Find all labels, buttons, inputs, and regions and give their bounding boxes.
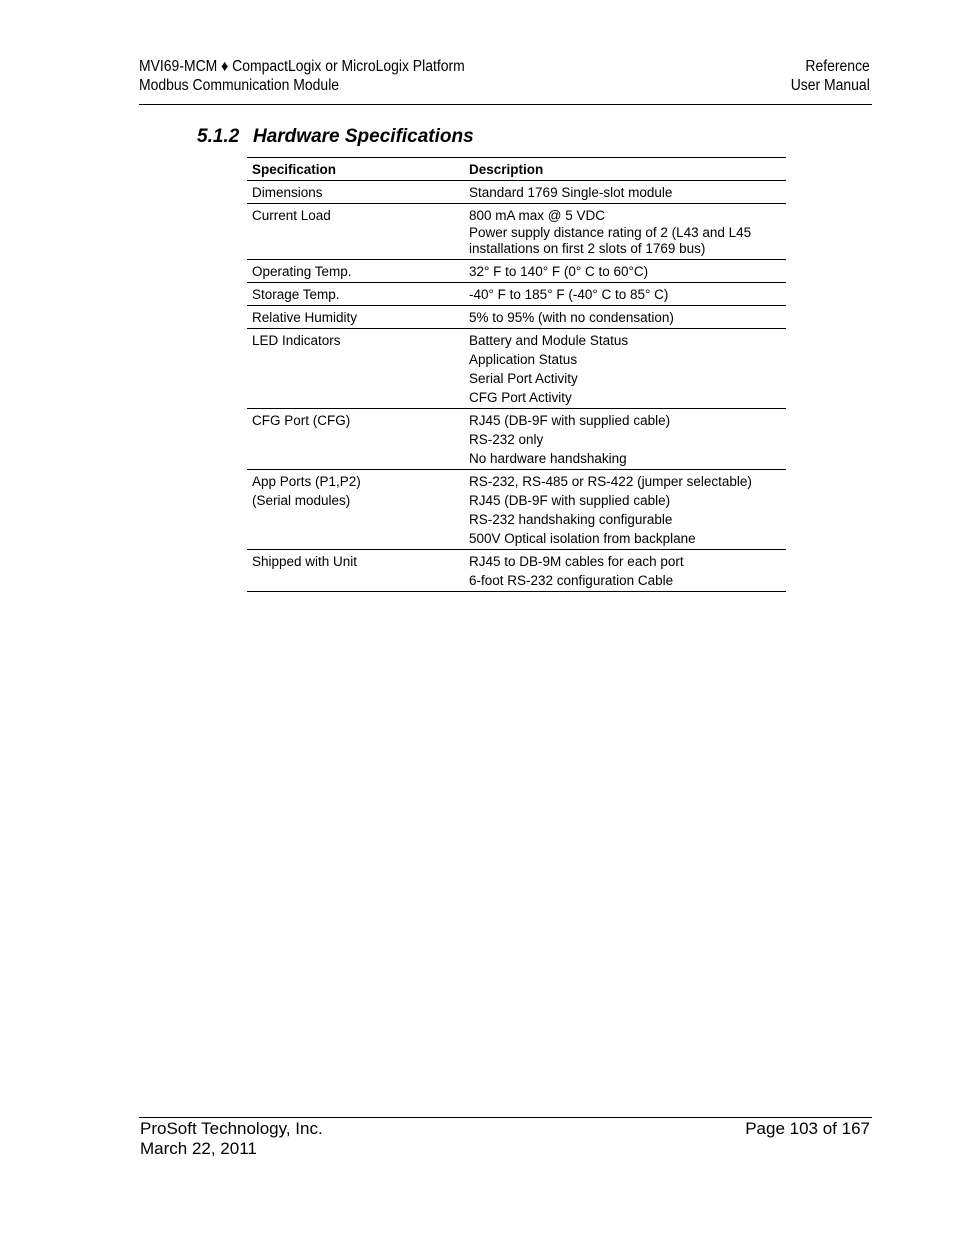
footer-date: March 22, 2011 bbox=[140, 1139, 257, 1158]
description-text: Serial Port Activity bbox=[469, 371, 578, 386]
description-text: RJ45 (DB-9F with supplied cable) bbox=[469, 413, 671, 428]
description-cell bbox=[464, 181, 786, 204]
footer-company: ProSoft Technology, Inc. bbox=[140, 1119, 323, 1138]
description-cell bbox=[464, 550, 786, 592]
description-text: 6-foot RS-232 configuration Cable bbox=[469, 573, 674, 588]
description-cell bbox=[464, 409, 786, 470]
spec-text: Shipped with Unit bbox=[252, 554, 358, 569]
description-text: RS-232, RS-485 or RS-422 (jumper selectable) bbox=[469, 474, 752, 489]
header-product-title: MVI69-MCM ♦ CompactLogix or MicroLogix Platform bbox=[139, 58, 465, 75]
description-cell bbox=[464, 283, 786, 306]
spec-cell bbox=[247, 283, 464, 306]
footer-left bbox=[140, 1119, 323, 1159]
table-row bbox=[247, 409, 786, 470]
table-row bbox=[247, 283, 786, 306]
spec-cell bbox=[247, 470, 464, 550]
spec-text: LED Indicators bbox=[252, 333, 341, 348]
description-text: 5% to 95% (with no condensation) bbox=[469, 310, 674, 325]
header-doc-type: User Manual bbox=[790, 77, 870, 94]
spec-text: CFG Port (CFG) bbox=[252, 413, 351, 428]
table-row bbox=[247, 306, 786, 329]
description-cell bbox=[464, 329, 786, 409]
description-text: RJ45 to DB-9M cables for each port bbox=[469, 554, 684, 569]
spec-cell bbox=[247, 204, 464, 260]
header-divider bbox=[139, 104, 872, 105]
description-text: -40° F to 185° F (-40° C to 85° C) bbox=[469, 287, 669, 302]
table-row bbox=[247, 550, 786, 592]
section-title: Hardware Specifications bbox=[253, 126, 474, 147]
table-header-row bbox=[247, 158, 786, 181]
description-text: RS-232 only bbox=[469, 432, 544, 447]
footer-divider bbox=[139, 1117, 872, 1118]
column-header-specification: Specification bbox=[247, 158, 464, 181]
spec-cell bbox=[247, 329, 464, 409]
column-header-description: Description bbox=[464, 158, 786, 181]
description-cell bbox=[464, 204, 786, 260]
spec-cell bbox=[247, 306, 464, 329]
section-heading bbox=[197, 125, 474, 149]
spec-text: Current Load bbox=[252, 208, 331, 223]
spec-text: Relative Humidity bbox=[252, 310, 358, 325]
table-row bbox=[247, 260, 786, 283]
description-text: Application Status bbox=[469, 352, 578, 367]
footer-page-number: Page 103 of 167 bbox=[745, 1119, 870, 1138]
description-cell bbox=[464, 260, 786, 283]
header-right bbox=[791, 57, 870, 95]
section-number: 5.1.2 bbox=[197, 126, 240, 147]
description-text: CFG Port Activity bbox=[469, 390, 572, 405]
spec-text: Storage Temp. bbox=[252, 287, 340, 302]
description-text: RS-232 handshaking configurable bbox=[469, 512, 673, 527]
description-text: 32° F to 140° F (0° C to 60°C) bbox=[469, 264, 649, 279]
header-module-name: Modbus Communication Module bbox=[139, 77, 340, 94]
description-cell bbox=[464, 306, 786, 329]
table-row bbox=[247, 204, 786, 260]
description-text: Battery and Module Status bbox=[469, 333, 629, 348]
spec-cell bbox=[247, 260, 464, 283]
description-cell bbox=[464, 470, 786, 550]
header-left bbox=[139, 57, 465, 95]
description-text: No hardware handshaking bbox=[469, 451, 627, 466]
description-text: RJ45 (DB-9F with supplied cable) bbox=[469, 493, 671, 508]
spec-text: App Ports (P1,P2) bbox=[252, 474, 361, 489]
spec-text: (Serial modules) bbox=[252, 493, 351, 508]
description-text: Standard 1769 Single-slot module bbox=[469, 185, 673, 200]
spec-cell bbox=[247, 550, 464, 592]
hardware-spec-table bbox=[247, 157, 786, 592]
table-row bbox=[247, 329, 786, 409]
table-row bbox=[247, 181, 786, 204]
table-body bbox=[247, 181, 786, 592]
spec-text: Operating Temp. bbox=[252, 264, 352, 279]
description-text: Power supply distance rating of 2 (L43 and L45 installations on first 2 slots of 1769 bus) bbox=[469, 225, 752, 256]
table-row bbox=[247, 470, 786, 550]
description-text: 800 mA max @ 5 VDC bbox=[469, 208, 606, 223]
header-chapter: Reference bbox=[805, 58, 870, 75]
spec-text: Dimensions bbox=[252, 185, 323, 200]
description-text: 500V Optical isolation from backplane bbox=[469, 531, 696, 546]
spec-cell bbox=[247, 181, 464, 204]
spec-cell bbox=[247, 409, 464, 470]
